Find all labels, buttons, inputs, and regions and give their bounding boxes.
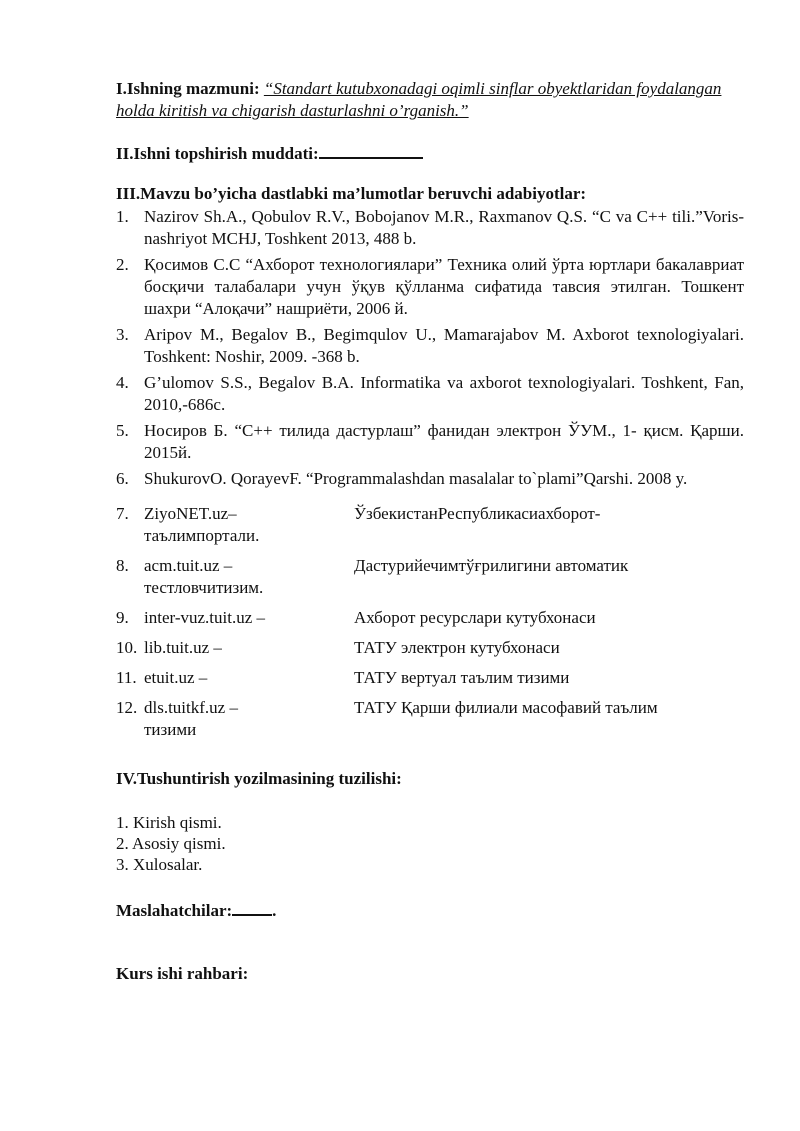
reference-item: 2. Қосимов С.С “Ахборот технологиялари” Техника олий ўрта юртлари бакалавриат босқичи талабалари учун ўқув қўлланма сифатида тавсия этилган. Тошкент шахри “Алоқачи” нашриёти, 2006 й. bbox=[116, 255, 744, 318]
section-label: Tushuntirish yozilmasining tuzilishi: bbox=[136, 769, 402, 788]
website-item: 11. etuit.uz – ТАТУ вертуал таълим тизими bbox=[116, 668, 570, 687]
work-topic: “Standart kutubxonadagi oqimli sinflar obyektlaridan foydalangan holda kiritish va chigarish dasturlashni o’rganish.” bbox=[116, 79, 722, 120]
section-label: Mavzu bo’yicha dastlabki ma’lumotlar beruvchi adabiyotlar: bbox=[140, 184, 587, 203]
list-item: 2. Asosiy qismi. bbox=[116, 834, 226, 853]
structure-list bbox=[116, 812, 744, 875]
supervisor-line bbox=[116, 963, 744, 985]
reference-item: 5. Носиров Б. “C++ тилида дастурлаш” фанидан электрон ЎУМ., 1- қисм. Қарши. 2015й. bbox=[116, 421, 744, 462]
section-content bbox=[116, 78, 744, 122]
section-label: Ishni topshirish muddati: bbox=[133, 144, 319, 163]
list-item: 3. Xulosalar. bbox=[116, 855, 203, 874]
section-number: I. bbox=[116, 79, 127, 98]
advisors-label: Maslahatchilar: bbox=[116, 901, 233, 920]
list-item: 1. Kirish qismi. bbox=[116, 813, 222, 832]
website-list bbox=[116, 503, 744, 749]
reference-item: 6. ShukurovO. QorayevF. “Programmalashdan masalalar to`plami”Qarshi. 2008 y. bbox=[116, 469, 688, 488]
website-item: 10. lib.tuit.uz – ТАТУ электрон кутубхонаси bbox=[116, 638, 560, 657]
reference-item: 1. Nazirov Sh.A., Qobulov R.V., Bobojanov M.R., Raxmanov Q.S. “C va C++ tili.”Voris-nashriyot MCHJ, Toshkent 2013, 488 b. bbox=[116, 207, 744, 248]
reference-item: 4. G’ulomov S.S., Begalov B.A. Informatika va axborot texnologiyalari. Toshkent, Fan, 2010,-686c. bbox=[116, 373, 744, 414]
advisors-blank bbox=[232, 900, 272, 916]
section-label: Ishning mazmuni: bbox=[126, 79, 260, 98]
section-literature-heading bbox=[116, 183, 744, 205]
section-deadline bbox=[116, 143, 744, 165]
website-item: 12. dls.tuitkf.uz – ТАТУ Қарши филиали масофавий таълим тизими bbox=[116, 698, 658, 739]
section-number: IV. bbox=[116, 769, 137, 788]
advisors-line: Maslahatchilar: . bbox=[116, 901, 277, 920]
reference-list bbox=[116, 206, 744, 494]
website-item: 9. inter-vuz.tuit.uz – Ахборот ресурслари кутубхонаси bbox=[116, 608, 596, 627]
website-item: 8. acm.tuit.uz – Дастурийечимтўғрилигини автоматик тестловчитизим. bbox=[116, 556, 629, 597]
section-number: II. bbox=[116, 144, 134, 163]
website-item: 7. ZiyoNET.uz– ЎзбекистанРеспубликасиахборот- таълимпортали. bbox=[116, 504, 601, 545]
reference-item: 3. Aripov M., Begalov B., Begimqulov U., Mamarajabov M. Axborot texnologiyalari. Toshkent: Noshir, 2009. -368 b. bbox=[116, 325, 744, 366]
supervisor-label: Kurs ishi rahbari: bbox=[116, 964, 249, 983]
deadline-blank bbox=[319, 143, 423, 159]
section-structure-heading bbox=[116, 768, 744, 790]
section-number: III. bbox=[116, 184, 141, 203]
